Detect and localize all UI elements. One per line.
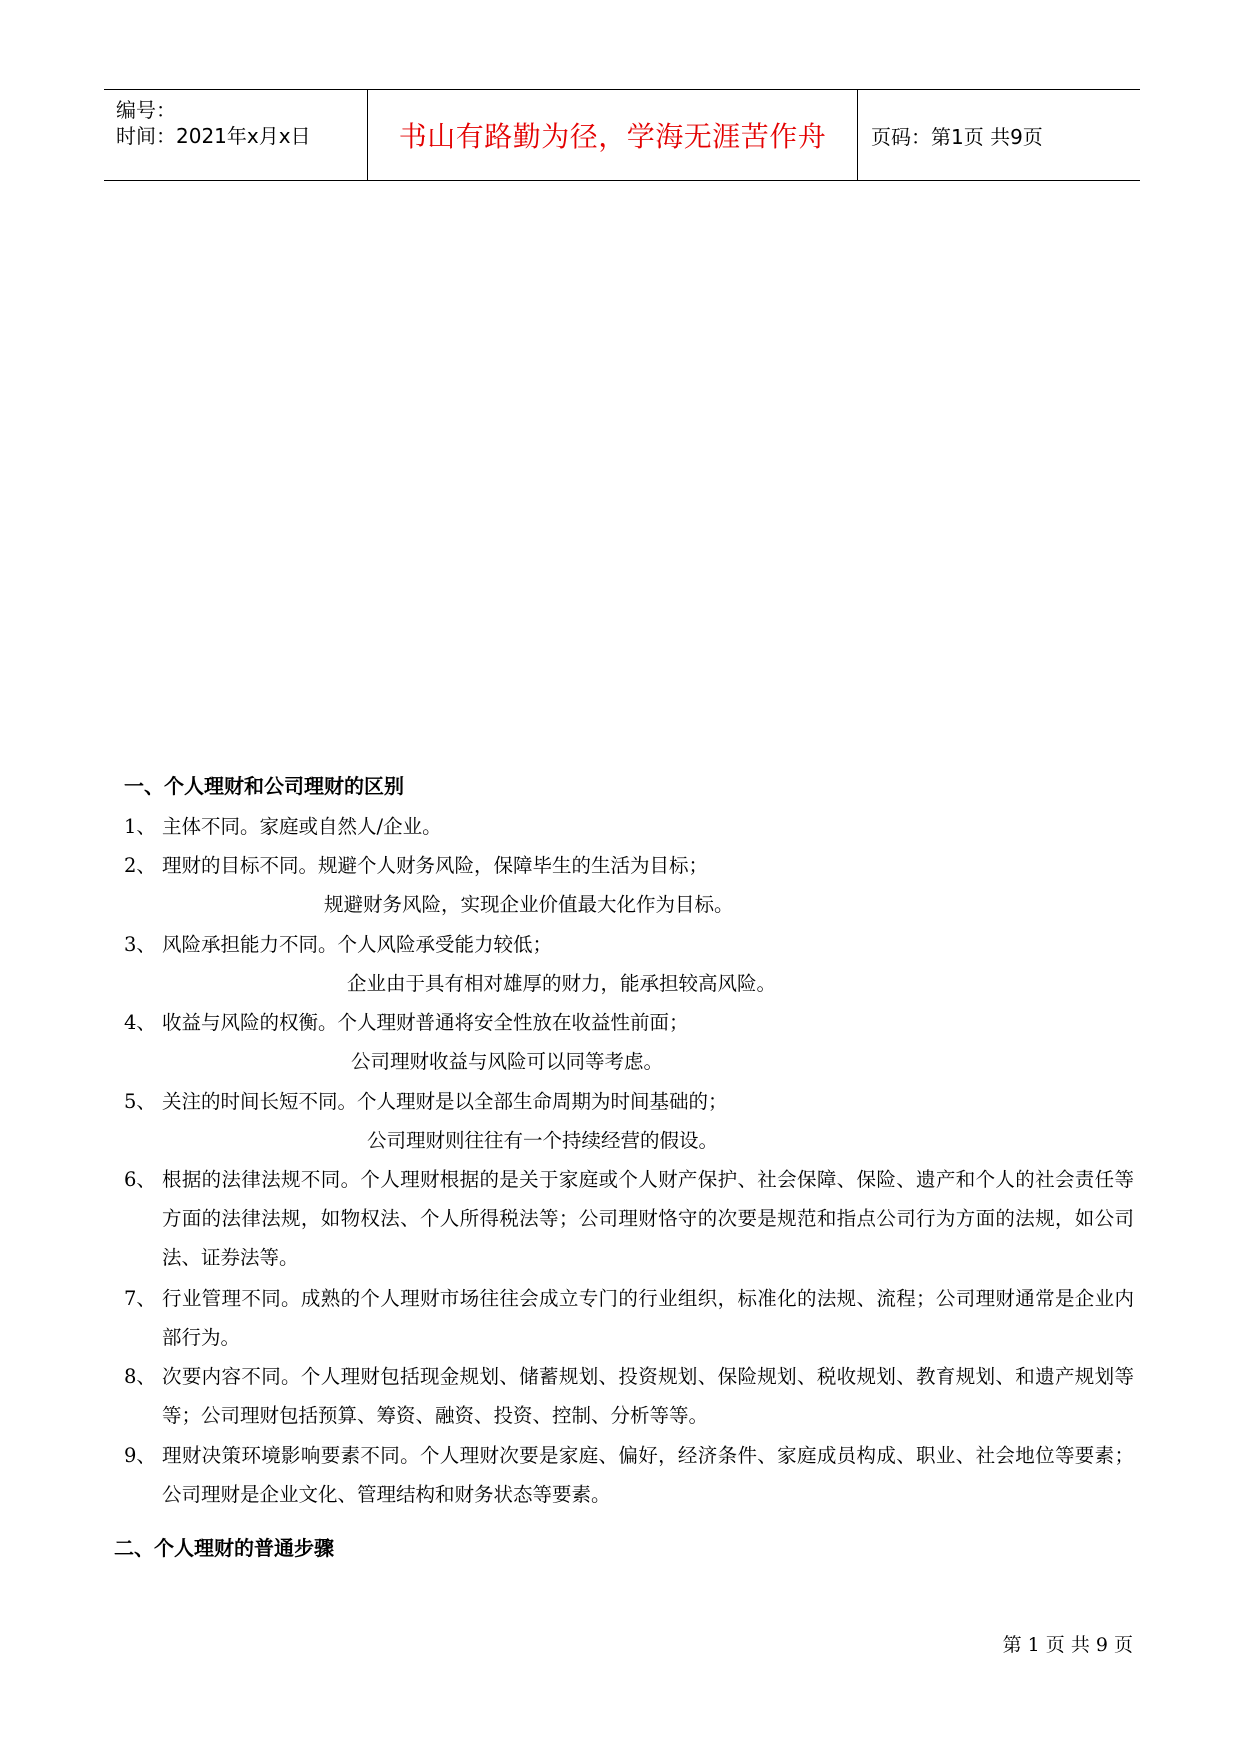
- page-label: 页码：第1页 共9页: [871, 124, 1043, 149]
- item-number: 5、: [124, 1090, 156, 1113]
- item-text: 风险承担能力不同。个人风险承受能力较低；: [162, 933, 553, 956]
- item-number: 6、: [124, 1168, 156, 1191]
- item-text: 行业管理不同。成熟的个人理财市场往往会成立专门的行业组织，标准化的法规、流程；公司理财通常是企业内部行为。: [162, 1287, 1134, 1349]
- item-subline: 公司理财则往往有一个持续经营的假设。: [367, 1129, 719, 1152]
- item-number: 3、: [124, 933, 156, 956]
- section-1-title: 一、个人理财和公司理财的区别: [124, 774, 404, 798]
- item-text: 理财决策环境影响要素不同。个人理财次要是家庭、偏好，经济条件、家庭成员构成、职业、社会地位等要素；公司理财是企业文化、管理结构和财务状态等要素。: [162, 1444, 1134, 1506]
- item-text: 主体不同。家庭或自然人/企业。: [162, 815, 442, 838]
- motto-text: 书山有路勤为径，学海无涯苦作舟: [398, 120, 827, 153]
- header-motto-cell: [368, 90, 858, 180]
- item-text: 理财的目标不同。规避个人财务风险，保障毕生的生活为目标；: [162, 854, 709, 877]
- item-number: 2、: [124, 854, 156, 877]
- page-footer: 第 1 页 共 9 页: [1002, 1634, 1133, 1656]
- item-number: 4、: [124, 1011, 156, 1034]
- item-text: 关注的时间长短不同。个人理财是以全部生命周期为时间基础的；: [162, 1090, 728, 1113]
- item-subline: 企业由于具有相对雄厚的财力，能承担较高风险。: [347, 972, 777, 995]
- item-number: 1、: [124, 815, 156, 838]
- item-text: 根据的法律法规不同。个人理财根据的是关于家庭或个人财产保护、社会保障、保险、遗产和个人的社会责任等方面的法律法规，如物权法、个人所得税法等；公司理财恪守的次要是规范和指点公司行为方面的法规，如公司法、证券法等。: [162, 1168, 1134, 1269]
- number-label: 编号：: [116, 98, 176, 122]
- item-number: 7、: [124, 1287, 156, 1310]
- item-text: 次要内容不同。个人理财包括现金规划、储蓄规划、投资规划、保险规划、税收规划、教育规划、和遗产规划等等；公司理财包括预算、筹资、融资、投资、控制、分析等等。: [162, 1365, 1134, 1427]
- item-text: 收益与风险的权衡。个人理财普通将安全性放在收益性前面；: [162, 1011, 689, 1034]
- item-number: 8、: [124, 1365, 156, 1388]
- item-subline: 公司理财收益与风险可以同等考虑。: [351, 1050, 664, 1073]
- document-header: [104, 89, 1140, 181]
- section-2-title: 二、个人理财的普通步骤: [114, 1536, 334, 1560]
- item-number: 9、: [124, 1444, 156, 1467]
- header-left-cell: [104, 90, 368, 180]
- header-page-cell: [858, 90, 1140, 180]
- item-subline: 规避财务风险，实现企业价值最大化作为目标。: [324, 893, 734, 916]
- time-label: 时间：2021年x月x日: [116, 124, 311, 148]
